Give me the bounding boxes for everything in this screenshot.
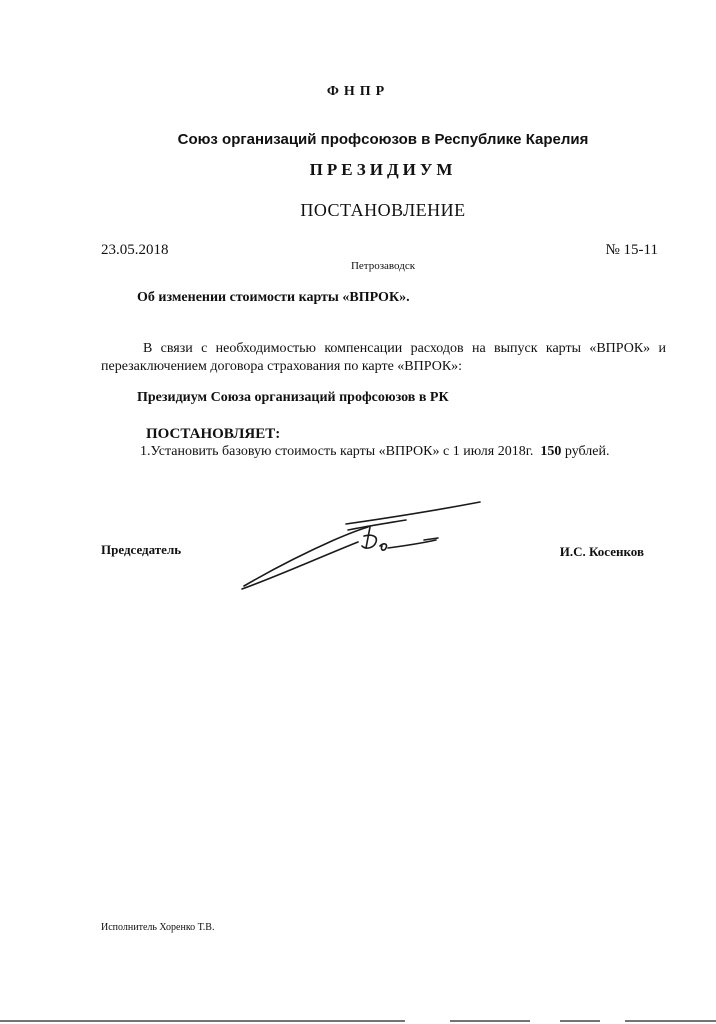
preamble-line-1: В связи с необходимостью компенсации расходов на выпуск карты «ВПРОК» и xyxy=(143,341,666,356)
org-full-name: Союз организаций профсоюзов в Республике Карелия xyxy=(177,131,589,148)
preamble-paragraph xyxy=(101,340,666,376)
signatory-role: Председатель xyxy=(101,542,182,557)
document-number: № 15-11 xyxy=(605,242,658,258)
resolution-item xyxy=(140,444,610,460)
scan-edge-line xyxy=(0,1018,716,1024)
resolution-item-price: 150 xyxy=(540,444,562,459)
signatory-name: И.С. Косенков xyxy=(559,544,644,559)
resolves-heading: ПОСТАНОВЛЯЕТ: xyxy=(146,426,281,442)
handwritten-signature xyxy=(238,496,488,596)
executor-note: Исполнитель Хоренко Т.В. xyxy=(101,922,215,933)
resolution-item-unit: рублей. xyxy=(564,444,610,459)
document-subject: Об изменении стоимости карты «ВПРОК». xyxy=(137,290,410,305)
preamble-line-2: перезаключением договора страхования по карте «ВПРОК»: xyxy=(101,359,463,374)
document-date: 23.05.2018 xyxy=(101,242,169,258)
document-city: Петрозаводск xyxy=(350,260,416,272)
document-type: ПОСТАНОВЛЕНИЕ xyxy=(300,200,466,220)
org-short-name: ФНПР xyxy=(326,84,390,99)
resolving-body: Президиум Союза организаций профсоюзов в РК xyxy=(137,390,449,405)
resolution-item-text: 1.Установить базовую стоимость карты «ВПРОК» с 1 июля 2018г. xyxy=(140,444,534,459)
governing-body: ПРЕЗИДИУМ xyxy=(309,160,457,179)
